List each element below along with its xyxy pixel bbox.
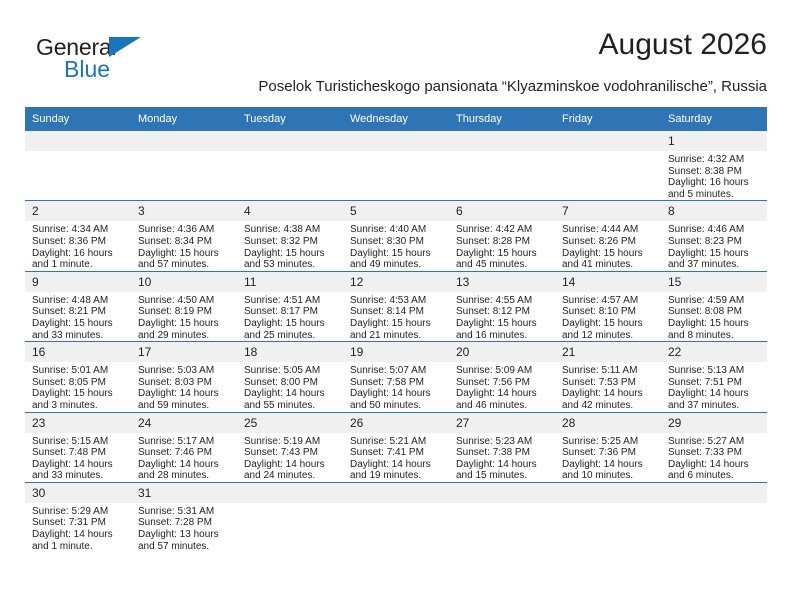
day-info-line: and 50 minutes. <box>350 399 422 411</box>
day-number: 8 <box>661 201 767 221</box>
calendar-day-cell-empty <box>555 482 661 552</box>
day-info-line: Sunset: 7:56 PM <box>456 376 530 388</box>
day-info-line: and 1 minute. <box>32 259 93 271</box>
day-sun-info <box>343 362 449 411</box>
day-info-line: Sunset: 7:48 PM <box>32 447 106 459</box>
day-number: 2 <box>25 201 131 221</box>
day-sun-info <box>237 292 343 341</box>
day-info-line: Daylight: 15 hours <box>668 317 749 329</box>
day-info-line: and 8 minutes. <box>668 329 734 341</box>
day-info-line: Daylight: 14 hours <box>244 388 325 400</box>
day-info-line: Sunset: 8:21 PM <box>32 306 106 318</box>
day-info-line: and 29 minutes. <box>138 329 210 341</box>
day-info-line: and 55 minutes. <box>244 399 316 411</box>
day-sun-info <box>661 292 767 341</box>
day-info-line: Sunset: 8:28 PM <box>456 235 530 247</box>
day-info-line: and 57 minutes. <box>138 540 210 552</box>
day-number: 16 <box>25 342 131 362</box>
calendar-week-row <box>25 271 767 341</box>
weekday-header-row <box>25 107 767 131</box>
day-number: 20 <box>449 342 555 362</box>
day-info-line: Sunset: 7:41 PM <box>350 447 424 459</box>
day-number <box>25 131 131 151</box>
day-info-line: Daylight: 15 hours <box>244 317 325 329</box>
day-info-line: Sunrise: 4:36 AM <box>138 224 215 236</box>
general-blue-logo <box>36 34 176 82</box>
day-number: 12 <box>343 272 449 292</box>
day-info-line: Sunrise: 4:57 AM <box>562 294 639 306</box>
day-info-line: Daylight: 15 hours <box>350 317 431 329</box>
day-info-line: Daylight: 14 hours <box>668 388 749 400</box>
day-sun-info <box>25 221 131 270</box>
weekday-header-sunday: Sunday <box>25 107 131 131</box>
calendar-day-cell[interactable] <box>131 201 237 271</box>
day-info-line: Sunrise: 4:34 AM <box>32 224 109 236</box>
day-info-line: and 15 minutes. <box>456 470 528 482</box>
day-info-line: Daylight: 15 hours <box>138 317 219 329</box>
logo-triangle-icon <box>109 37 141 57</box>
day-info-line: Sunrise: 5:25 AM <box>562 435 639 447</box>
day-info-line: and 42 minutes. <box>562 399 634 411</box>
day-info-line: Sunrise: 5:29 AM <box>32 505 109 517</box>
day-info-line: Sunrise: 4:44 AM <box>562 224 639 236</box>
day-info-line: Daylight: 15 hours <box>456 247 537 259</box>
calendar-day-cell-empty <box>555 131 661 201</box>
day-info-line: Daylight: 14 hours <box>350 388 431 400</box>
weekday-header-monday: Monday <box>131 107 237 131</box>
day-info-line: Sunset: 8:08 PM <box>668 306 742 318</box>
day-number: 31 <box>131 483 237 503</box>
day-info-line: and 59 minutes. <box>138 399 210 411</box>
calendar-week-row <box>25 412 767 482</box>
day-info-line: Sunset: 7:36 PM <box>562 447 636 459</box>
day-info-line: Sunset: 7:28 PM <box>138 517 212 529</box>
calendar-day-cell[interactable] <box>237 201 343 271</box>
day-number <box>237 483 343 503</box>
day-info-line: Sunset: 8:05 PM <box>32 376 106 388</box>
day-sun-info <box>555 221 661 270</box>
day-info-line: and 57 minutes. <box>138 259 210 271</box>
day-info-line: Daylight: 15 hours <box>138 247 219 259</box>
day-info-line: Daylight: 14 hours <box>562 388 643 400</box>
day-info-line: and 53 minutes. <box>244 259 316 271</box>
day-info-line: and 24 minutes. <box>244 470 316 482</box>
day-number: 27 <box>449 413 555 433</box>
day-info-line: Daylight: 14 hours <box>32 529 113 541</box>
day-number: 15 <box>661 272 767 292</box>
day-info-line: Sunset: 7:51 PM <box>668 376 742 388</box>
day-info-line: Sunset: 8:34 PM <box>138 235 212 247</box>
day-sun-info <box>343 221 449 270</box>
calendar-day-cell[interactable] <box>555 342 661 412</box>
day-sun-info <box>25 292 131 341</box>
day-sun-info <box>555 292 661 341</box>
day-info-line: Daylight: 15 hours <box>456 317 537 329</box>
day-info-line: Sunset: 7:33 PM <box>668 447 742 459</box>
day-sun-info <box>555 362 661 411</box>
calendar-day-cell[interactable] <box>661 342 767 412</box>
day-number <box>237 131 343 151</box>
day-info-line: and 45 minutes. <box>456 259 528 271</box>
day-info-line: Sunrise: 5:27 AM <box>668 435 745 447</box>
calendar-day-cell[interactable] <box>131 342 237 412</box>
day-number: 13 <box>449 272 555 292</box>
calendar-day-cell[interactable] <box>449 412 555 482</box>
day-info-line: Sunrise: 4:46 AM <box>668 224 745 236</box>
day-info-line: and 16 minutes. <box>456 329 528 341</box>
weekday-header-wednesday: Wednesday <box>343 107 449 131</box>
day-info-line: Sunrise: 4:40 AM <box>350 224 427 236</box>
calendar-day-cell[interactable] <box>555 412 661 482</box>
day-info-line: Sunset: 8:12 PM <box>456 306 530 318</box>
day-info-line: Daylight: 14 hours <box>244 458 325 470</box>
day-info-line: Daylight: 15 hours <box>244 247 325 259</box>
day-info-line: Sunset: 8:10 PM <box>562 306 636 318</box>
calendar-day-cell[interactable] <box>343 412 449 482</box>
day-info-line: Sunrise: 4:53 AM <box>350 294 427 306</box>
day-number: 5 <box>343 201 449 221</box>
day-number: 18 <box>237 342 343 362</box>
calendar-day-cell[interactable] <box>661 131 767 201</box>
calendar-day-cell-empty <box>237 131 343 201</box>
day-info-line: Daylight: 16 hours <box>32 247 113 259</box>
day-sun-info <box>131 362 237 411</box>
day-info-line: Sunrise: 5:07 AM <box>350 365 427 377</box>
calendar-day-cell[interactable] <box>449 342 555 412</box>
day-info-line: Daylight: 14 hours <box>350 458 431 470</box>
day-info-line: Sunrise: 5:19 AM <box>244 435 321 447</box>
calendar-day-cell-empty <box>131 131 237 201</box>
day-info-line: Sunset: 7:46 PM <box>138 447 212 459</box>
day-sun-info <box>449 292 555 341</box>
day-info-line: Daylight: 16 hours <box>668 177 749 189</box>
day-number: 9 <box>25 272 131 292</box>
weekday-header-tuesday: Tuesday <box>237 107 343 131</box>
day-number: 24 <box>131 413 237 433</box>
day-info-line: Daylight: 14 hours <box>456 388 537 400</box>
day-sun-info <box>449 362 555 411</box>
day-info-line: Sunset: 8:19 PM <box>138 306 212 318</box>
day-info-line: Sunset: 8:00 PM <box>244 376 318 388</box>
calendar-day-cell-empty <box>661 482 767 552</box>
calendar-day-cell-empty <box>343 482 449 552</box>
calendar-day-cell[interactable] <box>343 342 449 412</box>
day-info-line: Daylight: 14 hours <box>456 458 537 470</box>
day-info-line: Sunrise: 4:51 AM <box>244 294 321 306</box>
day-info-line: Daylight: 14 hours <box>668 458 749 470</box>
day-info-line: Daylight: 15 hours <box>562 317 643 329</box>
location-subtitle: Poselok Turisticheskogo pansionata “Klyazminskoe vodohranilische”, Russia <box>258 78 767 95</box>
day-info-line: Daylight: 15 hours <box>668 247 749 259</box>
day-info-line: and 1 minute. <box>32 540 93 552</box>
day-number: 3 <box>131 201 237 221</box>
day-info-line: Sunset: 8:38 PM <box>668 165 742 177</box>
page-header <box>25 26 767 102</box>
calendar-day-cell[interactable] <box>131 271 237 341</box>
calendar-day-cell[interactable] <box>237 342 343 412</box>
day-number: 29 <box>661 413 767 433</box>
day-number <box>449 483 555 503</box>
weekday-header-saturday: Saturday <box>661 107 767 131</box>
day-sun-info <box>237 221 343 270</box>
day-info-line: Sunset: 7:38 PM <box>456 447 530 459</box>
calendar-week-row <box>25 482 767 552</box>
day-sun-info <box>449 433 555 482</box>
calendar-day-cell[interactable] <box>555 271 661 341</box>
day-info-line: Sunset: 8:36 PM <box>32 235 106 247</box>
day-sun-info <box>131 503 237 552</box>
day-sun-info <box>25 433 131 482</box>
day-info-line: Sunrise: 5:17 AM <box>138 435 215 447</box>
logo-text-blue: Blue <box>64 56 111 82</box>
day-info-line: and 49 minutes. <box>350 259 422 271</box>
day-info-line: Sunrise: 5:31 AM <box>138 505 215 517</box>
day-info-line: Daylight: 14 hours <box>138 388 219 400</box>
day-number: 21 <box>555 342 661 362</box>
day-info-line: Sunrise: 5:15 AM <box>32 435 109 447</box>
day-sun-info <box>449 221 555 270</box>
calendar-day-cell-empty <box>449 482 555 552</box>
day-info-line: Sunset: 8:26 PM <box>562 235 636 247</box>
day-info-line: and 28 minutes. <box>138 470 210 482</box>
day-number <box>661 483 767 503</box>
calendar-week-row <box>25 201 767 271</box>
day-sun-info <box>343 292 449 341</box>
day-number: 22 <box>661 342 767 362</box>
day-sun-info <box>661 433 767 482</box>
day-info-line: Sunrise: 5:09 AM <box>456 365 533 377</box>
day-number: 30 <box>25 483 131 503</box>
day-number: 28 <box>555 413 661 433</box>
calendar-body <box>25 131 767 552</box>
day-number: 1 <box>661 131 767 151</box>
day-number <box>343 483 449 503</box>
day-info-line: Sunrise: 4:48 AM <box>32 294 109 306</box>
day-number: 6 <box>449 201 555 221</box>
day-info-line: Sunrise: 5:01 AM <box>32 365 109 377</box>
day-info-line: and 37 minutes. <box>668 259 740 271</box>
day-info-line: Daylight: 15 hours <box>32 317 113 329</box>
calendar-day-cell[interactable] <box>661 201 767 271</box>
day-info-line: Daylight: 14 hours <box>138 458 219 470</box>
day-info-line: Sunrise: 4:59 AM <box>668 294 745 306</box>
day-info-line: and 33 minutes. <box>32 470 104 482</box>
day-number: 25 <box>237 413 343 433</box>
calendar-day-cell[interactable] <box>25 412 131 482</box>
day-info-line: Sunset: 8:32 PM <box>244 235 318 247</box>
day-sun-info <box>237 433 343 482</box>
calendar-day-cell[interactable] <box>25 271 131 341</box>
day-info-line: Sunset: 8:03 PM <box>138 376 212 388</box>
day-info-line: Sunrise: 5:21 AM <box>350 435 427 447</box>
day-number <box>131 131 237 151</box>
day-info-line: and 3 minutes. <box>32 399 98 411</box>
day-info-line: Sunrise: 4:50 AM <box>138 294 215 306</box>
day-sun-info <box>661 362 767 411</box>
day-number: 10 <box>131 272 237 292</box>
day-sun-info <box>661 221 767 270</box>
calendar-day-cell[interactable] <box>237 412 343 482</box>
day-info-line: Sunset: 8:14 PM <box>350 306 424 318</box>
day-info-line: Sunrise: 4:42 AM <box>456 224 533 236</box>
weekday-header-thursday: Thursday <box>449 107 555 131</box>
calendar-day-cell[interactable] <box>449 271 555 341</box>
day-info-line: and 12 minutes. <box>562 329 634 341</box>
day-info-line: Sunrise: 5:11 AM <box>562 365 638 377</box>
calendar-week-row <box>25 131 767 201</box>
day-number <box>449 131 555 151</box>
calendar-week-row <box>25 342 767 412</box>
month-calendar-table <box>25 107 767 552</box>
day-info-line: and 41 minutes. <box>562 259 634 271</box>
calendar-day-cell[interactable] <box>449 201 555 271</box>
day-info-line: and 10 minutes. <box>562 470 634 482</box>
day-info-line: and 46 minutes. <box>456 399 528 411</box>
day-info-line: Sunrise: 4:32 AM <box>668 154 745 165</box>
day-info-line: Sunrise: 4:38 AM <box>244 224 321 236</box>
day-info-line: Sunset: 8:17 PM <box>244 306 318 318</box>
day-sun-info <box>661 151 767 200</box>
calendar-day-cell[interactable] <box>25 482 131 552</box>
calendar-day-cell-empty <box>237 482 343 552</box>
day-info-line: Sunset: 7:58 PM <box>350 376 424 388</box>
day-info-line: Sunset: 7:31 PM <box>32 517 106 529</box>
day-number: 19 <box>343 342 449 362</box>
calendar-day-cell[interactable] <box>661 271 767 341</box>
calendar-day-cell-empty <box>25 131 131 201</box>
day-sun-info <box>555 433 661 482</box>
day-info-line: Sunrise: 5:23 AM <box>456 435 533 447</box>
day-info-line: Sunset: 7:53 PM <box>562 376 636 388</box>
day-sun-info <box>131 433 237 482</box>
calendar-day-cell[interactable] <box>25 201 131 271</box>
day-info-line: Daylight: 15 hours <box>562 247 643 259</box>
day-info-line: and 21 minutes. <box>350 329 422 341</box>
day-number <box>555 483 661 503</box>
day-number <box>343 131 449 151</box>
day-info-line: Sunrise: 5:03 AM <box>138 365 215 377</box>
calendar-day-cell[interactable] <box>343 271 449 341</box>
page-title: August 2026 <box>598 28 767 61</box>
calendar-day-cell-empty <box>343 131 449 201</box>
day-info-line: Daylight: 15 hours <box>350 247 431 259</box>
day-number: 23 <box>25 413 131 433</box>
day-number: 7 <box>555 201 661 221</box>
day-info-line: Daylight: 15 hours <box>32 388 113 400</box>
day-info-line: Sunset: 7:43 PM <box>244 447 318 459</box>
day-info-line: Sunset: 8:30 PM <box>350 235 424 247</box>
day-number: 11 <box>237 272 343 292</box>
calendar-day-cell[interactable] <box>555 201 661 271</box>
day-info-line: Daylight: 14 hours <box>562 458 643 470</box>
day-number: 14 <box>555 272 661 292</box>
weekday-header-friday: Friday <box>555 107 661 131</box>
day-sun-info <box>25 362 131 411</box>
day-info-line: and 5 minutes. <box>668 188 734 200</box>
day-info-line: Sunrise: 5:13 AM <box>668 365 745 377</box>
day-info-line: Sunset: 8:23 PM <box>668 235 742 247</box>
day-sun-info <box>131 292 237 341</box>
calendar-day-cell[interactable] <box>131 482 237 552</box>
calendar-day-cell[interactable] <box>661 412 767 482</box>
day-sun-info <box>237 362 343 411</box>
day-info-line: Daylight: 13 hours <box>138 529 219 541</box>
calendar-day-cell[interactable] <box>25 342 131 412</box>
calendar-day-cell[interactable] <box>237 271 343 341</box>
day-info-line: and 19 minutes. <box>350 470 422 482</box>
calendar-day-cell[interactable] <box>131 412 237 482</box>
day-sun-info <box>343 433 449 482</box>
day-info-line: and 6 minutes. <box>668 470 734 482</box>
calendar-day-cell[interactable] <box>343 201 449 271</box>
day-number: 17 <box>131 342 237 362</box>
day-info-line: Daylight: 14 hours <box>32 458 113 470</box>
calendar-day-cell-empty <box>449 131 555 201</box>
day-info-line: Sunrise: 4:55 AM <box>456 294 533 306</box>
day-info-line: and 37 minutes. <box>668 399 740 411</box>
day-sun-info <box>25 503 131 552</box>
day-number <box>555 131 661 151</box>
day-number: 4 <box>237 201 343 221</box>
day-info-line: and 33 minutes. <box>32 329 104 341</box>
day-info-line: Sunrise: 5:05 AM <box>244 365 321 377</box>
day-number: 26 <box>343 413 449 433</box>
logo-text-general: General <box>36 34 117 60</box>
day-info-line: and 25 minutes. <box>244 329 316 341</box>
day-sun-info <box>131 221 237 270</box>
